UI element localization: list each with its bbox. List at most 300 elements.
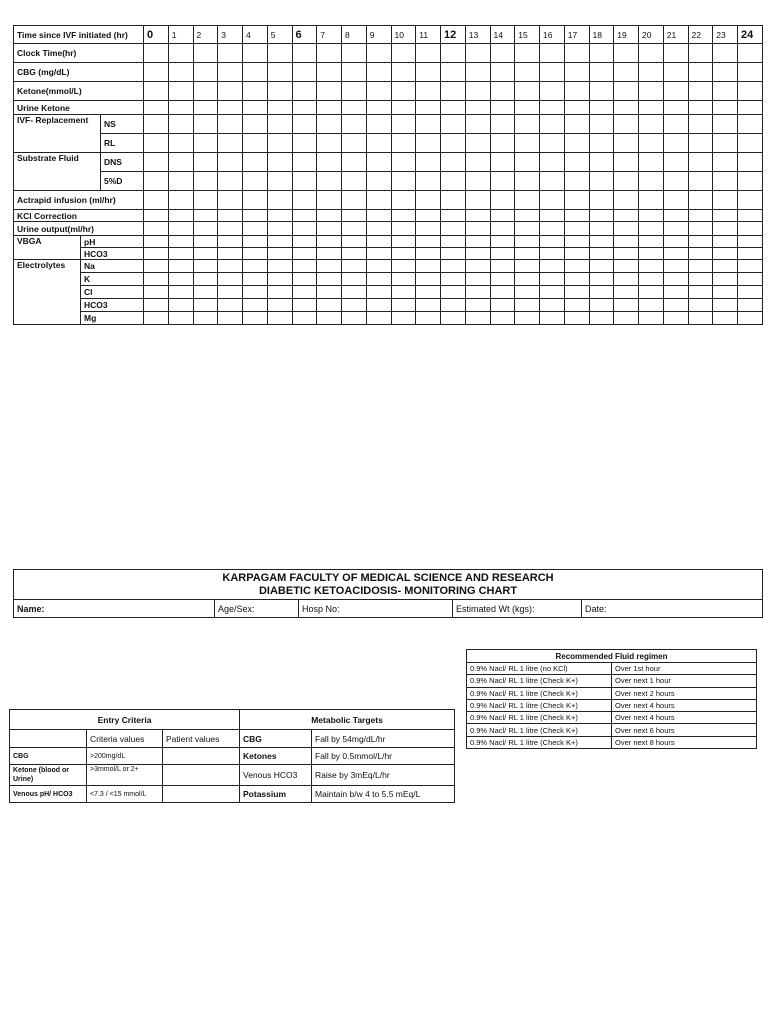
- entry-cell[interactable]: [292, 299, 317, 312]
- entry-cell[interactable]: [490, 63, 515, 82]
- entry-cell[interactable]: [540, 260, 565, 273]
- entry-cell[interactable]: [441, 273, 466, 286]
- entry-cell[interactable]: [144, 134, 169, 153]
- entry-cell[interactable]: [663, 191, 688, 210]
- entry-cell[interactable]: [144, 248, 169, 260]
- entry-cell[interactable]: [639, 286, 664, 299]
- entry-cell[interactable]: [391, 248, 416, 260]
- entry-cell[interactable]: [317, 101, 342, 115]
- entry-cell[interactable]: [589, 210, 614, 222]
- entry-cell[interactable]: [267, 273, 292, 286]
- entry-cell[interactable]: [243, 299, 268, 312]
- entry-cell[interactable]: [193, 172, 218, 191]
- entry-cell[interactable]: [342, 236, 367, 248]
- entry-cell[interactable]: [688, 172, 713, 191]
- entry-cell[interactable]: [366, 222, 391, 236]
- entry-cell[interactable]: [515, 115, 540, 134]
- entry-cell[interactable]: [416, 248, 441, 260]
- entry-cell[interactable]: [713, 299, 738, 312]
- entry-cell[interactable]: [515, 222, 540, 236]
- entry-cell[interactable]: [614, 101, 639, 115]
- entry-cell[interactable]: [342, 299, 367, 312]
- entry-cell[interactable]: [144, 115, 169, 134]
- entry-cell[interactable]: [589, 236, 614, 248]
- entry-cell[interactable]: [540, 273, 565, 286]
- entry-cell[interactable]: [317, 172, 342, 191]
- entry-cell[interactable]: [267, 101, 292, 115]
- entry-cell[interactable]: [218, 236, 243, 248]
- entry-cell[interactable]: [218, 153, 243, 172]
- entry-cell[interactable]: [267, 172, 292, 191]
- entry-cell[interactable]: [267, 286, 292, 299]
- entry-cell[interactable]: [342, 172, 367, 191]
- entry-cell[interactable]: [713, 260, 738, 273]
- entry-cell[interactable]: [688, 153, 713, 172]
- entry-cell[interactable]: [713, 101, 738, 115]
- entry-cell[interactable]: [688, 191, 713, 210]
- entry-cell[interactable]: [738, 101, 763, 115]
- entry-cell[interactable]: [416, 299, 441, 312]
- entry-cell[interactable]: [168, 82, 193, 101]
- entry-cell[interactable]: [688, 115, 713, 134]
- entry-cell[interactable]: [688, 101, 713, 115]
- entry-cell[interactable]: [218, 82, 243, 101]
- entry-cell[interactable]: [490, 236, 515, 248]
- entry-cell[interactable]: [317, 191, 342, 210]
- entry-cell[interactable]: [342, 82, 367, 101]
- entry-cell[interactable]: [465, 134, 490, 153]
- entry-cell[interactable]: [564, 260, 589, 273]
- entry-cell[interactable]: [292, 286, 317, 299]
- entry-cell[interactable]: [243, 222, 268, 236]
- entry-cell[interactable]: [193, 115, 218, 134]
- entry-cell[interactable]: [317, 299, 342, 312]
- entry-cell[interactable]: [243, 115, 268, 134]
- entry-cell[interactable]: [391, 273, 416, 286]
- entry-cell[interactable]: [490, 312, 515, 325]
- entry-cell[interactable]: [490, 299, 515, 312]
- entry-cell[interactable]: [441, 286, 466, 299]
- entry-cell[interactable]: [515, 63, 540, 82]
- entry-cell[interactable]: [267, 260, 292, 273]
- entry-cell[interactable]: [738, 286, 763, 299]
- entry-cell[interactable]: [465, 210, 490, 222]
- entry-cell[interactable]: [639, 101, 664, 115]
- entry-cell[interactable]: [639, 273, 664, 286]
- entry-cell[interactable]: [416, 153, 441, 172]
- entry-cell[interactable]: [366, 248, 391, 260]
- entry-cell[interactable]: [292, 273, 317, 286]
- entry-cell[interactable]: [391, 153, 416, 172]
- entry-cell[interactable]: [366, 172, 391, 191]
- entry-cell[interactable]: [589, 44, 614, 63]
- entry-cell[interactable]: [144, 210, 169, 222]
- entry-cell[interactable]: [515, 134, 540, 153]
- entry-cell[interactable]: [218, 312, 243, 325]
- entry-cell[interactable]: [540, 101, 565, 115]
- entry-cell[interactable]: [144, 286, 169, 299]
- entry-cell[interactable]: [688, 236, 713, 248]
- entry-cell[interactable]: [465, 260, 490, 273]
- entry-cell[interactable]: [639, 248, 664, 260]
- entry-cell[interactable]: [515, 312, 540, 325]
- entry-cell[interactable]: [267, 312, 292, 325]
- entry-cell[interactable]: [366, 63, 391, 82]
- entry-cell[interactable]: [639, 134, 664, 153]
- entry-cell[interactable]: [168, 172, 193, 191]
- entry-cell[interactable]: [713, 191, 738, 210]
- entry-cell[interactable]: [144, 236, 169, 248]
- entry-cell[interactable]: [688, 260, 713, 273]
- entry-cell[interactable]: [639, 222, 664, 236]
- entry-cell[interactable]: [416, 286, 441, 299]
- entry-cell[interactable]: [292, 210, 317, 222]
- entry-cell[interactable]: [490, 191, 515, 210]
- entry-cell[interactable]: [243, 248, 268, 260]
- entry-cell[interactable]: [243, 101, 268, 115]
- entry-cell[interactable]: [465, 191, 490, 210]
- entry-cell[interactable]: [168, 222, 193, 236]
- entry-cell[interactable]: [168, 44, 193, 63]
- entry-cell[interactable]: [564, 115, 589, 134]
- entry-cell[interactable]: [490, 153, 515, 172]
- entry-cell[interactable]: [243, 172, 268, 191]
- entry-cell[interactable]: [465, 82, 490, 101]
- entry-cell[interactable]: [391, 44, 416, 63]
- entry-cell[interactable]: [144, 101, 169, 115]
- entry-cell[interactable]: [218, 273, 243, 286]
- entry-cell[interactable]: [639, 299, 664, 312]
- entry-cell[interactable]: [218, 44, 243, 63]
- entry-cell[interactable]: [688, 286, 713, 299]
- entry-cell[interactable]: [663, 101, 688, 115]
- entry-cell[interactable]: [168, 63, 193, 82]
- entry-cell[interactable]: [193, 248, 218, 260]
- entry-cell[interactable]: [465, 286, 490, 299]
- entry-cell[interactable]: [391, 236, 416, 248]
- entry-cell[interactable]: [663, 236, 688, 248]
- entry-cell[interactable]: [366, 286, 391, 299]
- entry-cell[interactable]: [342, 63, 367, 82]
- entry-cell[interactable]: [168, 115, 193, 134]
- entry-cell[interactable]: [614, 172, 639, 191]
- entry-cell[interactable]: [614, 191, 639, 210]
- entry-cell[interactable]: [441, 63, 466, 82]
- entry-cell[interactable]: [218, 210, 243, 222]
- entry-cell[interactable]: [663, 44, 688, 63]
- entry-cell[interactable]: [366, 101, 391, 115]
- entry-cell[interactable]: [614, 134, 639, 153]
- entry-cell[interactable]: [218, 101, 243, 115]
- entry-cell[interactable]: [366, 260, 391, 273]
- entry-cell[interactable]: [391, 101, 416, 115]
- entry-cell[interactable]: [614, 286, 639, 299]
- entry-cell[interactable]: [342, 312, 367, 325]
- entry-cell[interactable]: [738, 82, 763, 101]
- entry-cell[interactable]: [342, 260, 367, 273]
- entry-cell[interactable]: [292, 153, 317, 172]
- entry-cell[interactable]: [465, 248, 490, 260]
- entry-cell[interactable]: [639, 172, 664, 191]
- entry-cell[interactable]: [416, 222, 441, 236]
- entry-cell[interactable]: [515, 286, 540, 299]
- entry-cell[interactable]: [490, 101, 515, 115]
- entry-cell[interactable]: [663, 273, 688, 286]
- entry-cell[interactable]: [441, 191, 466, 210]
- entry-cell[interactable]: [540, 82, 565, 101]
- entry-cell[interactable]: [465, 312, 490, 325]
- entry-cell[interactable]: [292, 63, 317, 82]
- entry-cell[interactable]: [540, 236, 565, 248]
- entry-cell[interactable]: [663, 134, 688, 153]
- entry-cell[interactable]: [614, 115, 639, 134]
- entry-cell[interactable]: [218, 191, 243, 210]
- entry-cell[interactable]: [490, 134, 515, 153]
- entry-cell[interactable]: [589, 191, 614, 210]
- entry-cell[interactable]: [168, 299, 193, 312]
- entry-cell[interactable]: [713, 222, 738, 236]
- entry-cell[interactable]: [441, 44, 466, 63]
- entry-cell[interactable]: [564, 191, 589, 210]
- entry-cell[interactable]: [713, 286, 738, 299]
- entry-cell[interactable]: [391, 210, 416, 222]
- entry-cell[interactable]: [144, 63, 169, 82]
- entry-cell[interactable]: [490, 82, 515, 101]
- entry-cell[interactable]: [540, 210, 565, 222]
- entry-cell[interactable]: [663, 299, 688, 312]
- entry-cell[interactable]: [614, 44, 639, 63]
- entry-cell[interactable]: [168, 260, 193, 273]
- entry-cell[interactable]: [639, 63, 664, 82]
- entry-cell[interactable]: [589, 286, 614, 299]
- entry-cell[interactable]: [267, 210, 292, 222]
- entry-cell[interactable]: [317, 248, 342, 260]
- entry-cell[interactable]: [589, 273, 614, 286]
- entry-cell[interactable]: [267, 191, 292, 210]
- entry-cell[interactable]: [317, 63, 342, 82]
- entry-cell[interactable]: [441, 248, 466, 260]
- entry-cell[interactable]: [292, 134, 317, 153]
- entry-cell[interactable]: [292, 115, 317, 134]
- entry-cell[interactable]: [366, 134, 391, 153]
- entry-cell[interactable]: [564, 273, 589, 286]
- entry-cell[interactable]: [218, 248, 243, 260]
- entry-cell[interactable]: [144, 172, 169, 191]
- entry-cell[interactable]: [366, 210, 391, 222]
- entry-cell[interactable]: [366, 299, 391, 312]
- entry-cell[interactable]: [540, 63, 565, 82]
- est-wt-field[interactable]: [453, 600, 582, 618]
- entry-cell[interactable]: [614, 312, 639, 325]
- entry-cell[interactable]: [243, 82, 268, 101]
- entry-cell[interactable]: [639, 115, 664, 134]
- entry-cell[interactable]: [391, 172, 416, 191]
- entry-cell[interactable]: [441, 210, 466, 222]
- entry-cell[interactable]: [564, 299, 589, 312]
- entry-cell[interactable]: [688, 312, 713, 325]
- entry-cell[interactable]: [267, 82, 292, 101]
- entry-cell[interactable]: [144, 191, 169, 210]
- entry-cell[interactable]: [663, 210, 688, 222]
- entry-cell[interactable]: [663, 153, 688, 172]
- entry-cell[interactable]: [342, 115, 367, 134]
- entry-cell[interactable]: [564, 210, 589, 222]
- entry-cell[interactable]: [713, 273, 738, 286]
- entry-cell[interactable]: [317, 260, 342, 273]
- entry-cell[interactable]: [639, 312, 664, 325]
- entry-cell[interactable]: [441, 222, 466, 236]
- entry-cell[interactable]: [193, 299, 218, 312]
- entry-cell[interactable]: [490, 273, 515, 286]
- entry-cell[interactable]: [193, 153, 218, 172]
- entry-cell[interactable]: [292, 236, 317, 248]
- entry-cell[interactable]: [738, 172, 763, 191]
- entry-cell[interactable]: [540, 115, 565, 134]
- entry-cell[interactable]: [317, 115, 342, 134]
- entry-cell[interactable]: [515, 191, 540, 210]
- entry-cell[interactable]: [540, 222, 565, 236]
- entry-cell[interactable]: [317, 222, 342, 236]
- entry-cell[interactable]: [688, 63, 713, 82]
- entry-cell[interactable]: [144, 260, 169, 273]
- entry-cell[interactable]: [614, 248, 639, 260]
- entry-cell[interactable]: [342, 44, 367, 63]
- entry-cell[interactable]: [292, 312, 317, 325]
- entry-cell[interactable]: [490, 172, 515, 191]
- entry-cell[interactable]: [366, 115, 391, 134]
- entry-cell[interactable]: [713, 172, 738, 191]
- entry-cell[interactable]: [738, 153, 763, 172]
- entry-cell[interactable]: [441, 236, 466, 248]
- entry-cell[interactable]: [589, 248, 614, 260]
- entry-cell[interactable]: [639, 260, 664, 273]
- entry-cell[interactable]: [391, 191, 416, 210]
- entry-cell[interactable]: [465, 44, 490, 63]
- entry-cell[interactable]: [688, 82, 713, 101]
- entry-cell[interactable]: [416, 273, 441, 286]
- entry-cell[interactable]: [663, 63, 688, 82]
- entry-cell[interactable]: [441, 312, 466, 325]
- entry-cell[interactable]: [218, 260, 243, 273]
- entry-cell[interactable]: [614, 273, 639, 286]
- entry-cell[interactable]: [144, 153, 169, 172]
- entry-cell[interactable]: [515, 273, 540, 286]
- entry-cell[interactable]: [738, 299, 763, 312]
- entry-cell[interactable]: [589, 115, 614, 134]
- entry-cell[interactable]: [243, 312, 268, 325]
- entry-cell[interactable]: [267, 248, 292, 260]
- entry-cell[interactable]: [193, 191, 218, 210]
- patient-value-field[interactable]: [163, 748, 240, 765]
- entry-cell[interactable]: [342, 248, 367, 260]
- entry-cell[interactable]: [218, 222, 243, 236]
- entry-cell[interactable]: [663, 115, 688, 134]
- entry-cell[interactable]: [366, 273, 391, 286]
- entry-cell[interactable]: [738, 115, 763, 134]
- entry-cell[interactable]: [144, 299, 169, 312]
- entry-cell[interactable]: [441, 153, 466, 172]
- entry-cell[interactable]: [540, 44, 565, 63]
- entry-cell[interactable]: [317, 210, 342, 222]
- entry-cell[interactable]: [465, 172, 490, 191]
- entry-cell[interactable]: [515, 236, 540, 248]
- entry-cell[interactable]: [243, 153, 268, 172]
- entry-cell[interactable]: [243, 273, 268, 286]
- entry-cell[interactable]: [391, 312, 416, 325]
- entry-cell[interactable]: [168, 153, 193, 172]
- entry-cell[interactable]: [416, 312, 441, 325]
- entry-cell[interactable]: [465, 236, 490, 248]
- entry-cell[interactable]: [366, 312, 391, 325]
- entry-cell[interactable]: [441, 260, 466, 273]
- entry-cell[interactable]: [342, 273, 367, 286]
- entry-cell[interactable]: [738, 236, 763, 248]
- entry-cell[interactable]: [168, 248, 193, 260]
- entry-cell[interactable]: [589, 101, 614, 115]
- entry-cell[interactable]: [342, 134, 367, 153]
- entry-cell[interactable]: [391, 260, 416, 273]
- entry-cell[interactable]: [342, 210, 367, 222]
- entry-cell[interactable]: [515, 153, 540, 172]
- entry-cell[interactable]: [193, 210, 218, 222]
- entry-cell[interactable]: [738, 210, 763, 222]
- entry-cell[interactable]: [589, 153, 614, 172]
- entry-cell[interactable]: [243, 236, 268, 248]
- entry-cell[interactable]: [663, 82, 688, 101]
- entry-cell[interactable]: [738, 260, 763, 273]
- entry-cell[interactable]: [639, 210, 664, 222]
- entry-cell[interactable]: [342, 101, 367, 115]
- entry-cell[interactable]: [391, 286, 416, 299]
- entry-cell[interactable]: [490, 222, 515, 236]
- entry-cell[interactable]: [292, 101, 317, 115]
- entry-cell[interactable]: [713, 82, 738, 101]
- entry-cell[interactable]: [515, 299, 540, 312]
- entry-cell[interactable]: [564, 101, 589, 115]
- name-field[interactable]: [14, 600, 215, 618]
- entry-cell[interactable]: [168, 134, 193, 153]
- entry-cell[interactable]: [366, 82, 391, 101]
- entry-cell[interactable]: [441, 115, 466, 134]
- entry-cell[interactable]: [589, 172, 614, 191]
- entry-cell[interactable]: [639, 82, 664, 101]
- entry-cell[interactable]: [267, 63, 292, 82]
- entry-cell[interactable]: [218, 134, 243, 153]
- entry-cell[interactable]: [317, 44, 342, 63]
- entry-cell[interactable]: [317, 273, 342, 286]
- entry-cell[interactable]: [243, 44, 268, 63]
- entry-cell[interactable]: [168, 273, 193, 286]
- entry-cell[interactable]: [713, 134, 738, 153]
- entry-cell[interactable]: [391, 134, 416, 153]
- entry-cell[interactable]: [465, 115, 490, 134]
- entry-cell[interactable]: [688, 273, 713, 286]
- entry-cell[interactable]: [589, 260, 614, 273]
- entry-cell[interactable]: [144, 312, 169, 325]
- entry-cell[interactable]: [589, 63, 614, 82]
- entry-cell[interactable]: [193, 63, 218, 82]
- entry-cell[interactable]: [540, 312, 565, 325]
- entry-cell[interactable]: [144, 222, 169, 236]
- entry-cell[interactable]: [540, 299, 565, 312]
- entry-cell[interactable]: [713, 44, 738, 63]
- entry-cell[interactable]: [639, 191, 664, 210]
- entry-cell[interactable]: [193, 236, 218, 248]
- entry-cell[interactable]: [589, 299, 614, 312]
- entry-cell[interactable]: [292, 44, 317, 63]
- entry-cell[interactable]: [515, 101, 540, 115]
- entry-cell[interactable]: [317, 312, 342, 325]
